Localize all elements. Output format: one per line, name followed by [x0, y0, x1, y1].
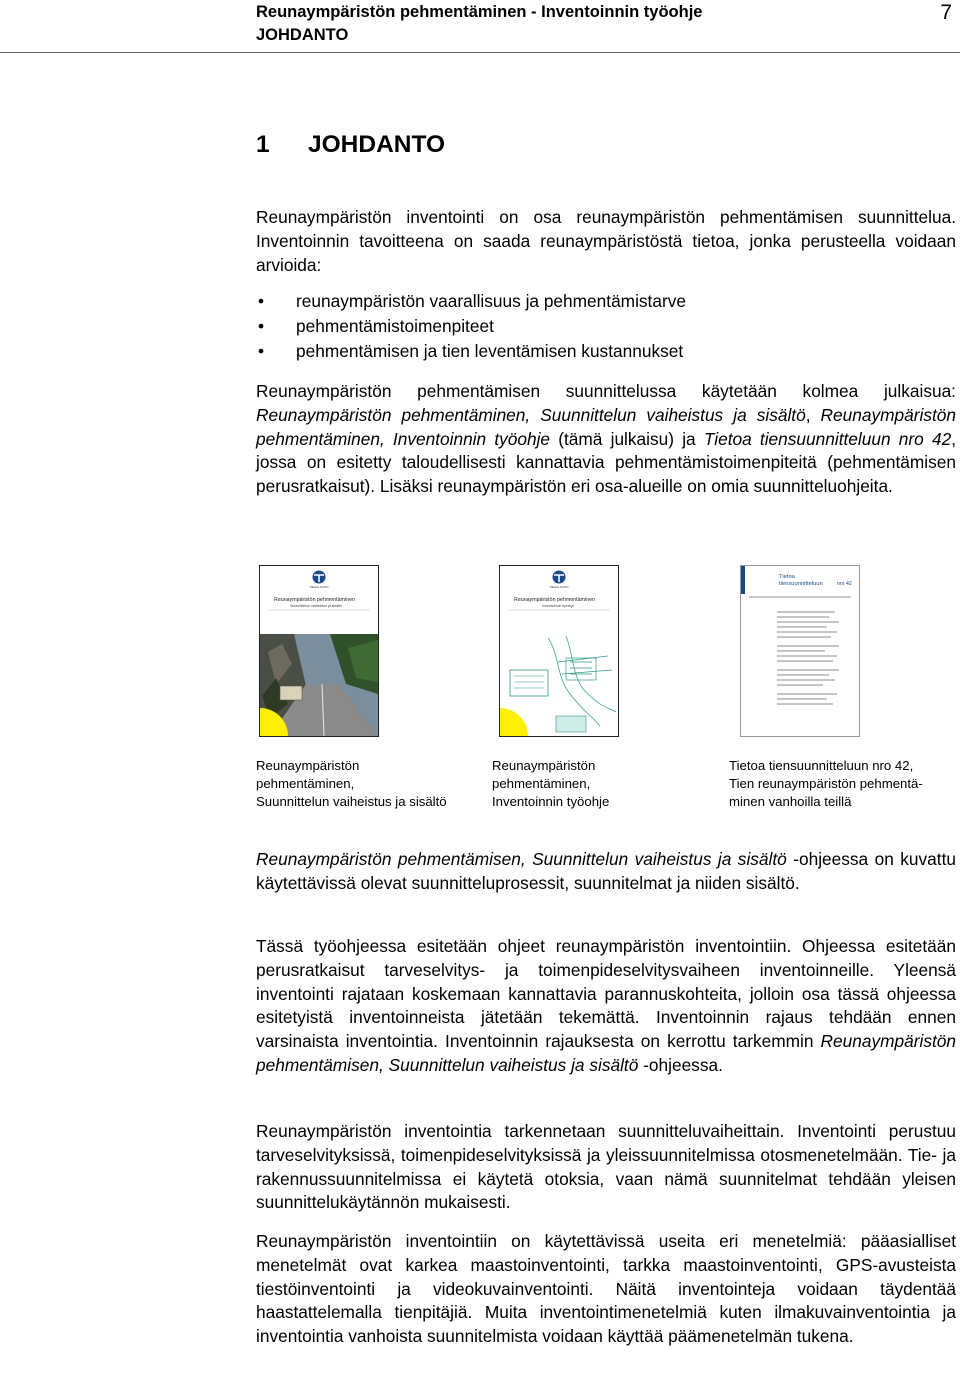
cover-brand: TIEHALLINTO [309, 585, 329, 589]
cover-subtitle: Inventoinnin työohje [542, 604, 574, 608]
list-item: • pehmentämistoimenpiteet [256, 314, 686, 339]
body-paragraph: Reunaympäristön inventointiin on käytettävissä useita eri menetelmiä: pääasialliset menetelmät ovat karkea maastoinventointi, tarkka maastoinventointi, GPS-avusteista tiestöinventointi ja videokuvainventointi. Näitä inventointeja voidaan täydentää haastattelemalla tienpitäjiä. Muita inventointimenetelmiä kuten ilmakuvainventointia ja inventointia vanhoista suunnitelmista voidaan käyttää päämenetelmän tukena. [256, 1231, 956, 1347]
publication-title: Reunaympäristön pehmentämisen, Suunnittelun vaiheistus ja sisältö [256, 849, 787, 869]
text-run: Reunaympäristön pehmentämisen suunnittelussa käytetään kolmea julkaisua: [256, 381, 956, 401]
caption-line: Reunaympäristön [492, 758, 596, 773]
text-run: , [805, 404, 821, 425]
cover-subtitle: Suunnittelun vaiheistus ja sisältö [290, 604, 342, 608]
cover-image-suunnittelun-vaiheistus [259, 565, 379, 737]
header-section: JOHDANTO [256, 26, 349, 44]
header-divider [0, 52, 960, 53]
header-title: Reunaympäristön pehmentäminen - Inventoinnin työohje [256, 3, 703, 21]
cover-caption [256, 757, 447, 811]
publication-title: Reunaympäristön pehmentäminen, Inventoinnin työohje [256, 404, 956, 449]
text-run: , jossa on esitetty taloudellisesti kannattavia pehmentämistoimenpiteitä (pehmentämisen perusratkaisut). Lisäksi reunaympäristön eri osa-alueille on omia suunnitteluohjeita. [256, 428, 956, 497]
cover-title: Reunaympäristön pehmentäminen [274, 597, 355, 603]
caption-line: Tien reunaympäristön pehmentä- [729, 776, 923, 791]
publication-title: Reunaympäristön pehmentämisen, Suunnittelun vaiheistus ja sisältö [256, 1031, 956, 1075]
chapter-title: JOHDANTO [308, 131, 446, 158]
caption-line: Suunnittelun vaiheistus ja sisältö [256, 794, 447, 809]
cover-artwork [741, 566, 859, 736]
caption-line: pehmentäminen, [256, 776, 355, 791]
caption-line: pehmentäminen, [492, 776, 591, 791]
publication-title: Reunaympäristön pehmentäminen, Suunnittelun vaiheistus ja sisältö [256, 404, 806, 425]
cover-caption [492, 757, 609, 811]
body-paragraph [256, 935, 956, 1078]
publication-title: Tietoa tiensuunnitteluun nro 42 [703, 428, 952, 449]
caption-line: minen vanhoilla teillä [729, 794, 852, 809]
cover-title: tiensuunnitteluun [779, 581, 823, 587]
cover-number: nro 42 [837, 581, 852, 587]
caption-line: Reunaympäristön [256, 758, 360, 773]
cover-title: Tietoa [779, 574, 795, 580]
intro-paragraph: Reunaympäristön inventointi on osa reunaympäristön pehmentämisen suunnittelua. Inventoinnin tavoitteena on saada reunaympäristöstä tietoa, jonka perusteella voidaan arvioida: [256, 207, 956, 275]
running-header [256, 1, 702, 47]
text-run: (tämä julkaisu) ja [550, 428, 704, 449]
cover-brand: TIEHALLINTO [549, 585, 569, 589]
publications-paragraph [256, 380, 956, 499]
cover-artwork [500, 566, 618, 736]
text-run: -ohjeessa. [638, 1054, 723, 1075]
cover-title: Reunaympäristön pehmentäminen [514, 597, 595, 603]
text-run: -ohjeessa on kuvattu käytettävissä olevat suunnitteluprosessit, suunnitelmat ja niiden sisältö. [256, 849, 956, 893]
cover-image-tietoa-tiensuunnitteluun [740, 565, 860, 737]
list-item: • pehmentämisen ja tien leventämisen kustannukset [256, 339, 686, 364]
body-paragraph [256, 848, 956, 896]
text-run: Tässä työohjeessa esitetään ohjeet reunaympäristön inventointiin. Ohjeessa esitetään perusratkaisut tarveselvitys- ja toimenpideselvitysvaiheen inventoinneille. Yleensä inventointi rajataan koskemaan kannattavia parannuskohteita, jolloin osa tässä ohjeessa esitetyistä inventoinneista jätetään tekemättä. Inventoinnin rajaus tehdään ennen varsinaista inventointia. Inventoinnin rajauksesta on kerrottu tarkemmin [256, 936, 956, 1052]
bullet-list [256, 289, 686, 364]
chapter-heading [256, 131, 445, 159]
chapter-number: 1 [256, 131, 270, 158]
caption-line: Tietoa tiensuunnitteluun nro 42, [729, 758, 914, 773]
cover-image-inventoinnin-tyoohje [499, 565, 619, 737]
body-paragraph: Reunaympäristön inventointia tarkennetaan suunnitteluvaiheittain. Inventointi perustuu tarveselvityksissä, toimenpideselvityksissä ja yleissuunnitelmissa otosmenetelmään. Tie- ja rakennussuunnitelmissa ei käytetä otoksia, vaan nämä suunnitelmat tehdään yleisen suunnittelukäytännön mukaisesti. [256, 1121, 956, 1213]
cover-caption [729, 757, 923, 811]
caption-line: Inventoinnin työohje [492, 794, 610, 809]
cover-artwork [260, 566, 378, 736]
list-item: • reunaympäristön vaarallisuus ja pehmentämistarve [256, 289, 686, 314]
page-number: 7 [940, 1, 952, 24]
